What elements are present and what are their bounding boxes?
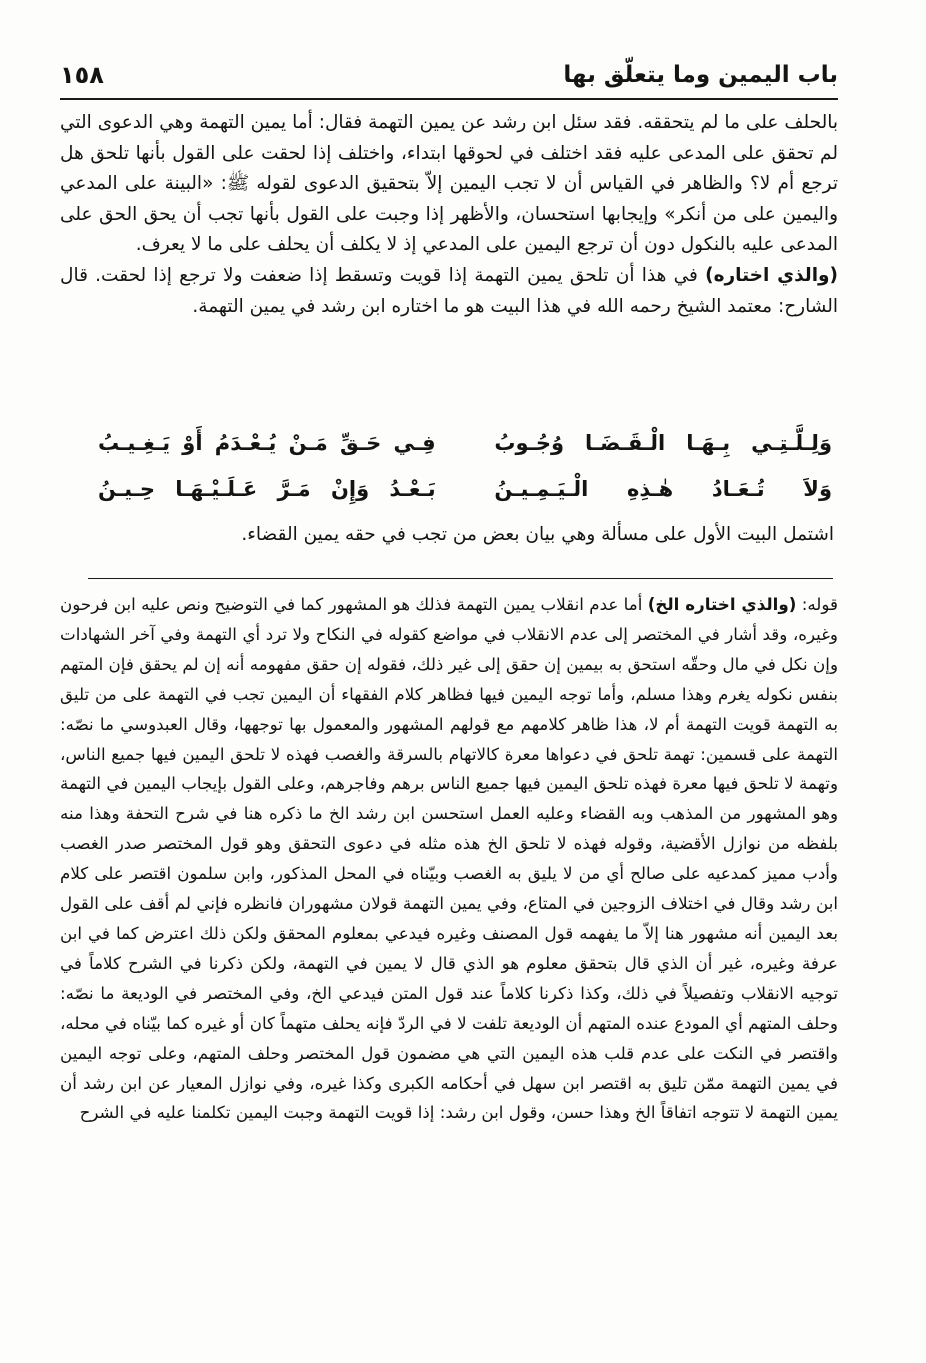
chapter-title: باب اليمين وما يتعلّق بها <box>563 62 838 88</box>
main-paragraph-2 <box>60 261 838 322</box>
poem-line-1-second-hemistich: فِـي حَـقِّ مَـنْ يُـعْـدَمُ أَوْ يَـغِـيـبُ <box>98 431 436 455</box>
poem-line-2-second-hemistich: بَـعْـدُ وَإِنْ مَـرَّ عَـلَـيْـهَـا حِـيـنُ <box>98 477 436 501</box>
footnote-divider <box>88 578 833 579</box>
poem-line-1 <box>98 420 832 466</box>
main-text <box>60 108 838 322</box>
page-number: ١٥٨ <box>60 61 104 89</box>
poem-line-2-first-hemistich: وَلاَ تُـعَـادُ هٰـذِهِ الْـيَـمِـيـنُ <box>494 477 832 501</box>
poem-line-2 <box>98 466 832 512</box>
footnote-intro: قوله: <box>796 594 838 614</box>
page-header <box>60 52 838 100</box>
footnote-text: أما عدم انقلاب يمين التهمة فذلك هو المشهور كما في التوضيح ونص عليه ابن فرحون وغيره، وقد أشار في المختصر إلى عدم الانقلاب في مواضع كقوله في النكاح ولا ترد أي التهمة وفي آخر الشهادات وإن نكل في مال وحقّه استحق به بيمين إن حقق إلى غير ذلك، فقوله إن حقق مفهومه أنه إن لم يحقق فإن المتهم بنفس نكوله يغرم وهذا مسلم، وأما توجه اليمين فيها فظاهر كلام الفقهاء أن اليمين تجب في التهمة على من تليق به التهمة قويت التهمة أم لا، هذا ظاهر كلامهم مع قولهم المشهور والمعمول بها توجهها، وقال العبدوسي ما نصّه: التهمة على قسمين: تهمة تلحق في دعواها معرة كالاتهام بالسرقة والغصب فهذه لا تلحق اليمين فيها جميع الناس، وتهمة لا تلحق فيها معرة فهذه تلحق اليمين فيها جميع الناس برهم وفاجرهم، وعلى القول بإيجاب اليمين في التهمة وهو المشهور من المذهب وبه القضاء وعليه العمل استحسن ابن رشد الخ ما ذكره هنا في شرح التحفة وهذا منه بلفظه من نوازل الأقضية، وقوله فهذه لا تلحق الخ هذه مثله في دعوى التحقق وهو قول المختصر صدر الغصب وأدب مميز كمدعيه على صالح أي من لا يليق به الغصب وبيّناه في المحل المذكور، وابن سلمون اقتصر على كلام ابن رشد وقال في اختلاف الزوجين في المتاع، وفي يمين التهمة قولان مشهوران فانظره فإني لم أقف على القول بعد اليمين أنه مشهور هنا إلاّ ما يفهمه قول المصنف وغيره فيدعي بمعلوم المحقق ولكن ذلك اعترض كما في ابن عرفة وغيره، غير أن الذي قال بتحقق معلوم هو الذي قال لا يمين في التهمة، ولكن ذكرنا في الشرح كلاماً في توجيه الانقلاب وتفصيلاً في ذلك، وكذا ذكرنا كلاماً عند قول المتن فيدعي الخ، وفي المختصر في الوديعة ما نصّه: وحلف المتهم أي المودع عنده المتهم أن الوديعة تلفت لا في الردّ فإنه يحلف متهماً كان أو غيره كما بيّناه في محله، واقتصر في النكت على عدم قلب هذه اليمين التي هي مضمون قول المختصر وحلف المتهم، وعلى توجه اليمين في يمين التهمة ممّن تليق به اقتصر ابن سهل في أحكامه الكبرى وكذا غيره، وفي نوازل المعيار عن ابن رشد أن يمين التهمة لا تتوجه اتفاقاً الخ وهذا حسن، وقول ابن رشد: إذا قويت التهمة وجبت اليمين تكلمنا عليه في الشرح <box>60 594 838 1123</box>
main-paragraph-1: بالحلف على ما لم يتحققه. فقد سئل ابن رشد عن يمين التهمة فقال: أما يمين التهمة وهي الدعوى التي لم تحقق على المدعى عليه فقد اختلف في لحوقها ابتداء، واختلف إذا لحقت على القول بأنها تلحق هل ترجع أم لا؟ والظاهر في القياس أن لا تجب اليمين إلاّ بتحقيق الدعوى لقوله ﷺ: «البينة على المدعي واليمين على من أنكر» وإيجابها استحسان، والأظهر إذا وجبت على القول بأنها تجب أن يحق الحق على المدعى عليه بالنكول دون أن ترجع اليمين على المدعي إذ لا يكلف أن يحلف على ما لا يعرف. <box>60 112 838 256</box>
poem-line-1-first-hemistich: وَلِـلَّـتِـي بِـهَـا الْـقَـضَـا وُجُـوبُ <box>494 431 832 455</box>
footnote-heading: (والذي اختاره الخ) <box>647 594 797 614</box>
footnote <box>60 590 838 1128</box>
footnote-paragraph <box>60 590 838 1128</box>
main-paragraph-2-heading: (والذي اختاره) <box>705 264 838 286</box>
poem-verses <box>98 420 832 512</box>
main-paragraph-2-text: في هذا أن تلحق يمين التهمة إذا قويت وتسقط إذا ضعفت ولا ترجع إذا لحقت. قال الشارح: معتمد الشيخ رحمه الله في هذا البيت هو ما اختاره ابن رشد في يمين التهمة. <box>60 264 838 317</box>
poem-note: اشتمل البيت الأول على مسألة وهي بيان بعض من تجب في حقه يمين القضاء. <box>241 524 834 545</box>
